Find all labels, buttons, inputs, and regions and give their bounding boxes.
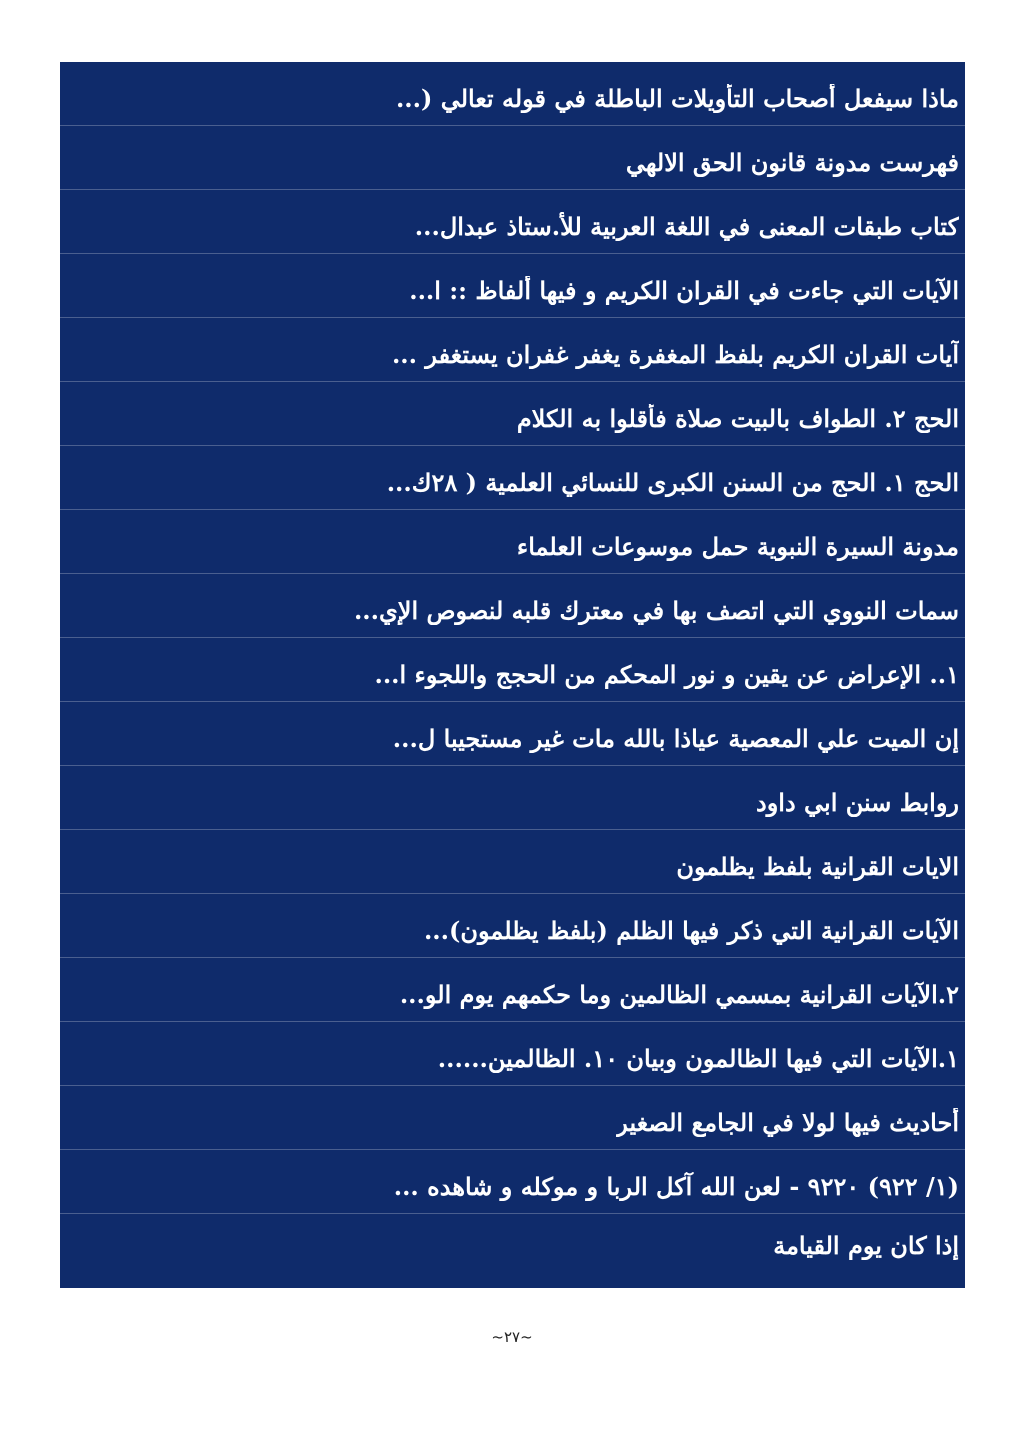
toc-row — [60, 638, 965, 702]
toc-row — [60, 126, 965, 190]
toc-link[interactable]: الايات القرانية بلفظ يظلمون — [676, 852, 959, 881]
toc-row — [60, 1022, 965, 1086]
toc-link[interactable]: آيات القران الكريم بلفظ المغفرة يغفر غفران يستغفر ... — [391, 340, 959, 369]
toc-link[interactable]: مدونة السيرة النبوية حمل موسوعات العلماء — [516, 532, 959, 561]
toc-link[interactable]: إذا كان يوم القيامة — [773, 1231, 959, 1260]
toc-link[interactable]: إن الميت علي المعصية عياذا بالله مات غير مستجيبا ل... — [392, 724, 959, 753]
toc-row — [60, 62, 965, 126]
toc-link[interactable]: ١.الآيات التي فيها الظالمون وبيان ١٠. الظالمين...... — [437, 1044, 959, 1073]
toc-link[interactable]: (١/ ٩٢٢) ٩٢٢٠ - لعن الله آكل الربا و موكله و شاهده ... — [393, 1172, 959, 1201]
toc-panel — [60, 62, 965, 1288]
toc-link[interactable]: الحج ٢. الطواف بالبيت صلاة فأقلوا به الكلام — [516, 404, 959, 433]
page-number: ~٢٧~ — [491, 1328, 533, 1346]
toc-link[interactable]: الآيات التي جاءت في القران الكريم و فيها ألفاظ :: ا... — [409, 276, 959, 305]
toc-row — [60, 254, 965, 318]
toc-row — [60, 1214, 965, 1272]
toc-link[interactable]: الآيات القرانية التي ذكر فيها الظلم (بلفظ يظلمون)... — [423, 916, 959, 945]
toc-link[interactable]: أحاديث فيها لولا في الجامع الصغير — [616, 1108, 959, 1137]
toc-row — [60, 702, 965, 766]
toc-link[interactable]: روابط سنن ابي داود — [756, 788, 959, 817]
toc-link[interactable]: ١.. الإعراض عن يقين و نور المحكم من الحجج واللجوء ا... — [374, 660, 959, 689]
toc-link[interactable]: كتاب طبقات المعنى في اللغة العربية للأ.ستاذ عبدال... — [414, 212, 959, 241]
toc-row — [60, 574, 965, 638]
toc-link[interactable]: فهرست مدونة قانون الحق الالهي — [625, 148, 959, 177]
toc-row — [60, 190, 965, 254]
toc-row — [60, 446, 965, 510]
toc-row — [60, 1086, 965, 1150]
toc-row — [60, 894, 965, 958]
toc-row — [60, 510, 965, 574]
toc-row — [60, 830, 965, 894]
toc-row — [60, 1150, 965, 1214]
toc-row — [60, 958, 965, 1022]
toc-link[interactable]: سمات النووي التي اتصف بها في معترك قلبه لنصوص الإي... — [353, 596, 959, 625]
toc-row — [60, 766, 965, 830]
toc-link[interactable]: ماذا سيفعل أصحاب التأويلات الباطلة في قوله تعالي (... — [395, 84, 959, 113]
toc-link[interactable]: الحج ١. الحج من السنن الكبرى للنسائي العلمية ( ٢٨ك... — [386, 468, 959, 497]
toc-list — [60, 62, 965, 1272]
toc-row — [60, 382, 965, 446]
toc-link[interactable]: ٢.الآيات القرانية بمسمي الظالمين وما حكمهم يوم الو... — [399, 980, 959, 1009]
toc-row — [60, 318, 965, 382]
